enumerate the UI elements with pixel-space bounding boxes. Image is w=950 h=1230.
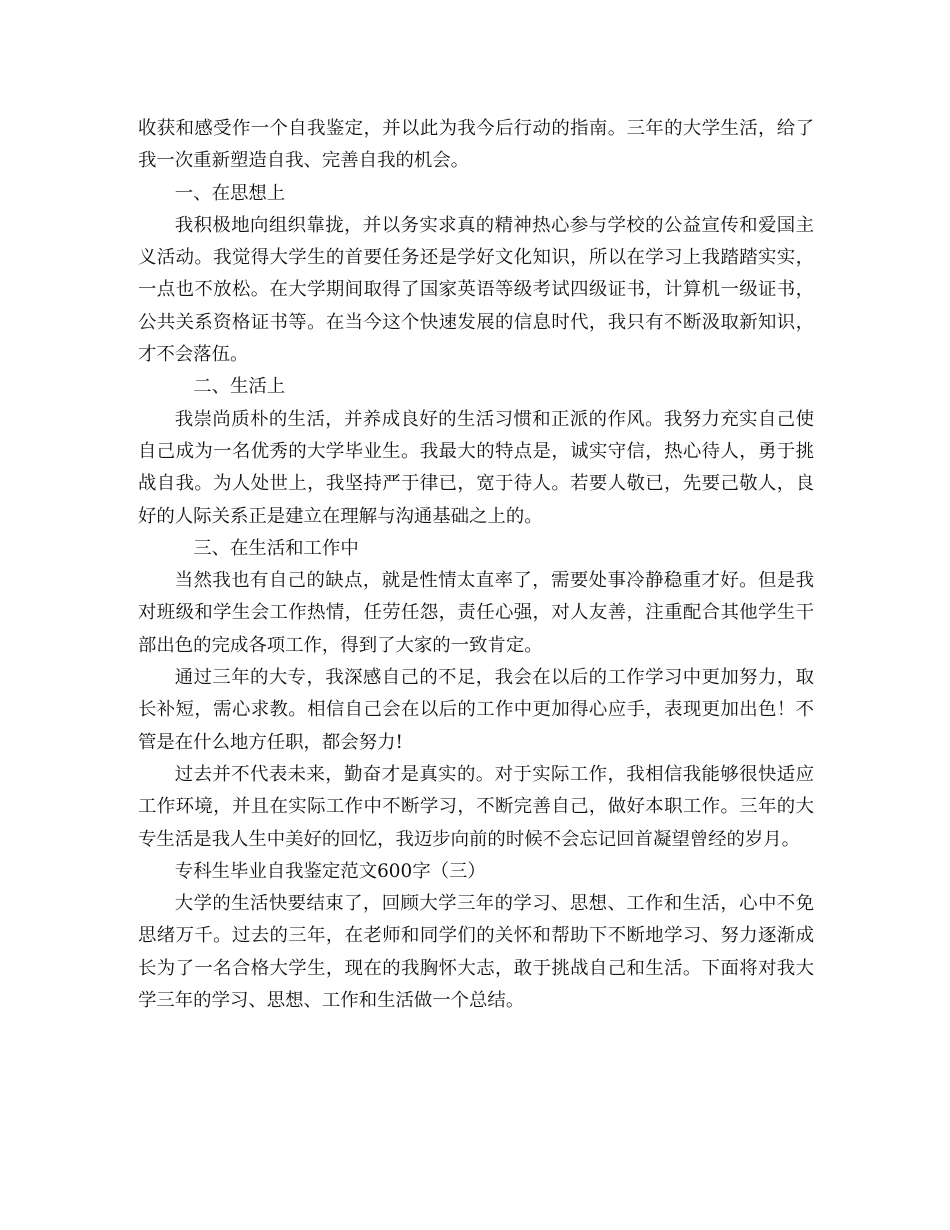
section-heading-thought: 一、在思想上 — [174, 182, 286, 204]
paragraph-summary: 大学的生活快要结束了，回顾大学三年的学习、思想、工作和生活，心中不免思绪万千。过去的三年，在老师和同学们的关怀和帮助下不断地学习、努力逐渐成长为了一名合格大学生，现在的我胸怀大志，敢于挑战自己和生活。下面将对我大学三年的学习、思想、工作和生活做一个总结。 — [138, 893, 814, 1012]
paragraph-reflection: 通过三年的大专，我深感自己的不足，我会在以后的工作学习中更加努力，取长补短，需心求教。相信自己会在以后的工作中更加得心应手，表现更加出色！不管是在什么地方任职，都会努力! — [138, 667, 814, 753]
paragraph-intro: 收获和感受作一个自我鉴定，并以此为我今后行动的指南。三年的大学生活，给了我一次重新塑造自我、完善自我的机会。 — [138, 118, 814, 172]
section-heading-life: 二、生活上 — [193, 376, 286, 398]
paragraph-thought: 我积极地向组织靠拢，并以务实求真的精神热心参与学校的公益宣传和爱国主义活动。我觉得大学生的首要任务还是学好文化知识，所以在学习上我踏踏实实，一点也不放松。在大学期间取得了国家英语等级考试四级证书，计算机一级证书，公共关系资格证书等。在当今这个快速发展的信息时代，我只有不断汲取新知识，才不会落伍。 — [138, 214, 814, 366]
section-heading-work: 三、在生活和工作中 — [193, 537, 359, 559]
paragraph-life: 我崇尚质朴的生活，并养成良好的生活习惯和正派的作风。我努力充实自己使自己成为一名优秀的大学毕业生。我最大的特点是，诚实守信，热心待人，勇于挑战自我。为人处世上，我坚持严于律已，宽于待人。若要人敬已，先要己敬人，良好的人际关系正是建立在理解与沟通基础之上的。 — [138, 408, 814, 527]
article-title-three: 专科生毕业自我鉴定范文600字（三） — [174, 860, 486, 882]
paragraph-work: 当然我也有自己的缺点，就是性情太直率了，需要处事冷静稳重才好。但是我对班级和学生会工作热情，任劳任怨，责任心强，对人友善，注重配合其他学生干部出色的完成各项工作，得到了大家的一致肯定。 — [138, 570, 814, 656]
document-body — [138, 113, 814, 1017]
paragraph-future: 过去并不代表未来，勤奋才是真实的。对于实际工作，我相信我能够很快适应工作环境，并且在实际工作中不断学习，不断完善自己，做好本职工作。三年的大专生活是我人生中美好的回忆，我迈步向前的时候不会忘记回首凝望曾经的岁月。 — [138, 763, 814, 850]
